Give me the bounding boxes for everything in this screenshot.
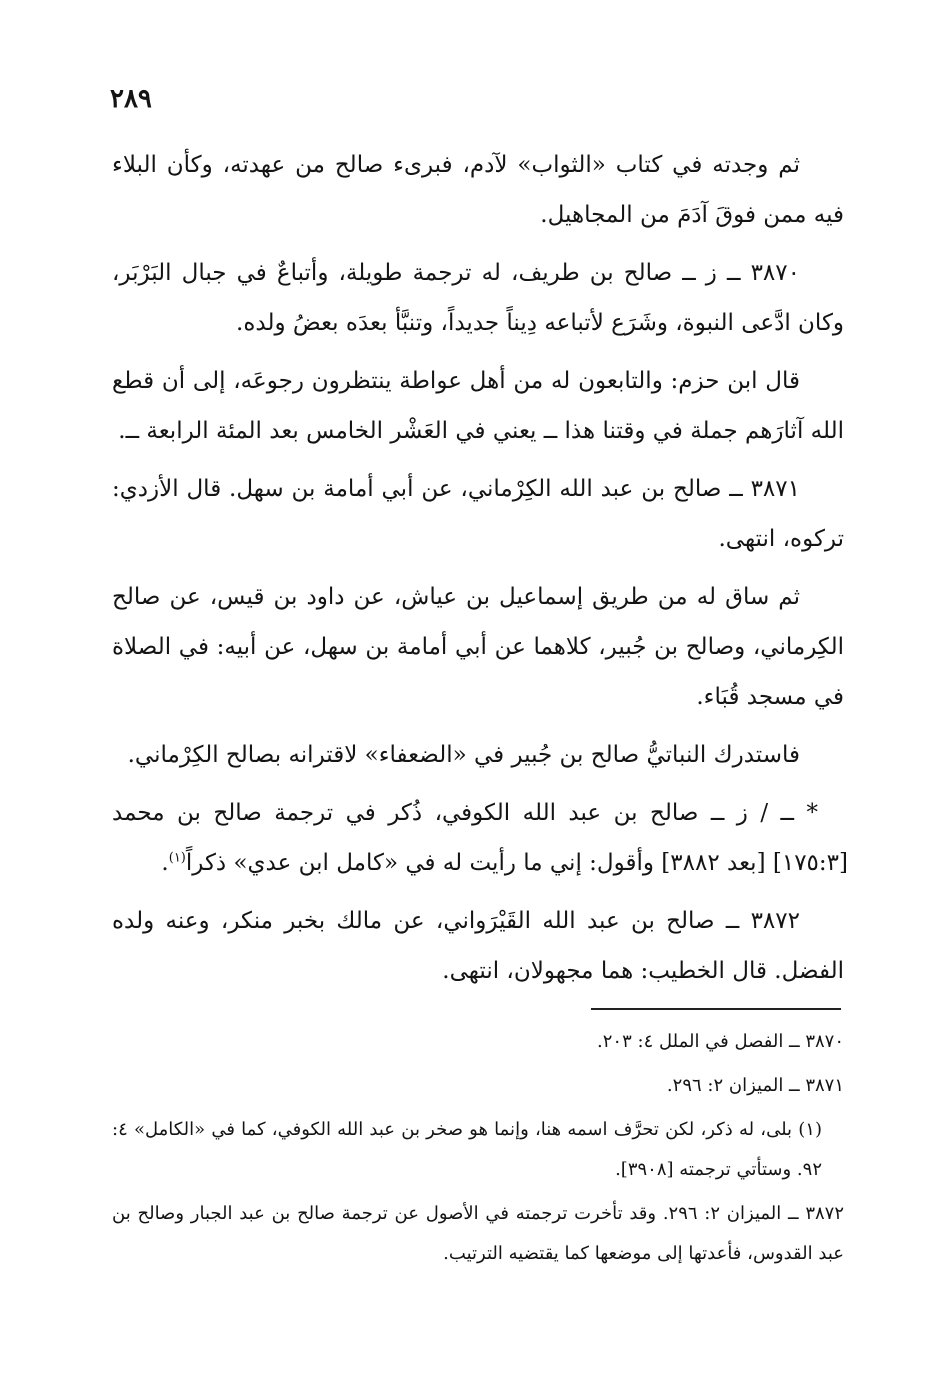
page-number: ٢٨٩ — [110, 84, 152, 114]
paragraph-nabati: فاستدرك النباتيُّ صالح بن جُبير في «الضعفاء» لاقترانه بصالح الكِرْماني. — [127, 742, 800, 768]
paragraph-isnad: ثم ساق له من طريق إسماعيل بن عياش، عن داود بن قيس، عن صالح الكِرماني، وصالح بن جُبير، كلاهما عن أبي أمامة بن سهل، عن أبيه: في الصلاة في مسجد قُبَاء. — [112, 584, 844, 710]
footnote-divider — [591, 1008, 841, 1010]
footnote-3870: ٣٨٧٠ ــ الفصل في الملل ٤: ٢٠٣. — [597, 1031, 844, 1052]
paragraph-1: ثم وجدته في كتاب «الثواب» لآدم، فبرىء صالح من عهدته، وكأن البلاء فيه ممن فوقَ آدَمَ من المجاهيل. — [112, 152, 844, 228]
entry-3870: ٣٨٧٠ ــ ز ــ صالح بن طريف، له ترجمة طويلة، وأتباعٌ في جبال البَرْبَر، وكان ادَّعى النبوة، وشَرَع لأتباعه دِيناً جديداً، وتنبَّأ بعدَه بعضُ ولده. — [112, 260, 844, 336]
footnote-marker[interactable]: (١) — [168, 850, 186, 866]
footnote-3871: ٣٨٧١ ــ الميزان ٢: ٢٩٦. — [666, 1075, 844, 1096]
footnote-1: (١) بلى، له ذكر، لكن تحرَّف اسمه هنا، وإنما هو صخر بن عبد الله الكوفي، كما في «الكامل» ٤: ٩٢. وستأتي ترجمته [٣٩٠٨]. — [112, 1119, 822, 1180]
star-entry-end: . — [161, 850, 169, 876]
star-entry-text: * ــ / ز ــ صالح بن عبد الله الكوفي، ذُكر في ترجمة صالح بن محمد [١٧٥:٣] [بعد ٣٨٨٢] وأقول: إني ما رأيت له في «كامل ابن عدي» ذكراً — [112, 800, 848, 876]
footnotes — [112, 1022, 844, 1278]
star-entry — [112, 788, 848, 888]
main-text — [112, 140, 848, 1004]
footnote-3872: ٣٨٧٢ ــ الميزان ٢: ٢٩٦. وقد تأخرت ترجمته في الأصول عن ترجمة صالح بن عبد الجبار وصالح بن عبد القدوس، فأعدتها إلى موضعها كما يقتضيه الترتيب. — [112, 1203, 845, 1264]
paragraph-ibn-hazm: قال ابن حزم: والتابعون له من أهل عواطة ينتظرون رجوعَه، إلى أن قطع الله آثارَهم جملة في وقتنا هذا ــ يعني في العَشْر الخامس بعد المئة الرابعة ــ. — [112, 368, 844, 444]
entry-3872: ٣٨٧٢ ــ صالح بن عبد الله القَيْرَواني، عن مالك بخبر منكر، وعنه ولده الفضل. قال الخطيب: هما مجهولان، انتهى. — [112, 908, 844, 984]
entry-3871: ٣٨٧١ ــ صالح بن عبد الله الكِرْماني، عن أبي أمامة بن سهل. قال الأزدي: تركوه، انتهى. — [112, 476, 844, 552]
